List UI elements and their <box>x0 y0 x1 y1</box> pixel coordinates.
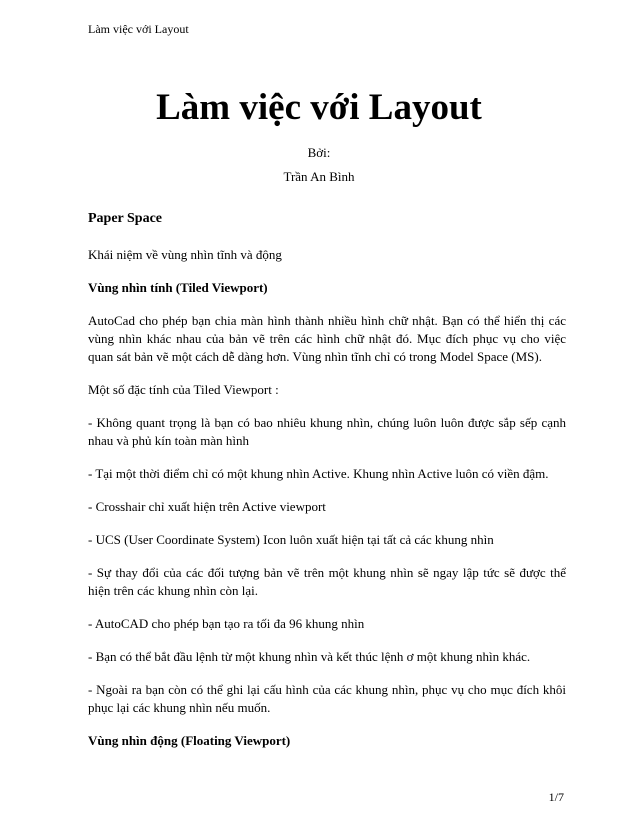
byline-author: Trần An Bình <box>283 169 355 184</box>
subsection-heading-floating: Vùng nhìn động (Floating Viewport) <box>88 733 291 748</box>
feature-item: - Tại một thời điểm chỉ có một khung nhìn Active. Khung nhìn Active luôn có viền đậm. <box>88 466 549 481</box>
feature-item: - AutoCAD cho phép bạn tạo ra tối đa 96 khung nhìn <box>88 616 365 631</box>
feature-item: - Ngoài ra bạn còn có thể ghi lại cấu hình của các khung nhìn, phục vụ cho mục đích khôi phục lại các khung nhìn nếu muốn. <box>88 682 566 715</box>
feature-item: - Sự thay đổi của các đối tượng bản vẽ trên một khung nhìn sẽ ngay lập tức sẽ được thể hiện trên các khung nhìn còn lại. <box>88 565 566 598</box>
feature-item: - Không quant trọng là bạn có bao nhiêu khung nhìn, chúng luôn luôn được sắp sếp cạnh nhau và phủ kín toàn màn hình <box>88 415 566 448</box>
feature-item: - UCS (User Coordinate System) Icon luôn xuất hiện tại tất cả các khung nhìn <box>88 532 494 547</box>
running-header: Làm việc với Layout <box>88 22 189 36</box>
page-title: Làm việc với Layout <box>156 87 482 128</box>
tiled-description-paragraph: AutoCad cho phép bạn chia màn hình thành nhiều hình chữ nhật. Bạn có thể hiển thị các vùng nhìn khác nhau của bản vẽ trên các hình chữ nhật đó. Mục đích phục vụ cho việc quan sát bản vẽ một cách dễ dàng hơn. Vùng nhìn tĩnh chỉ có trong Model Space (MS). <box>88 313 566 364</box>
features-intro: Một số đặc tính của Tiled Viewport : <box>88 382 279 397</box>
feature-item: - Bạn có thể bắt đầu lệnh từ một khung nhìn và kết thúc lệnh ơ một khung nhìn khác. <box>88 649 531 664</box>
feature-item: - Crosshair chỉ xuất hiện trên Active viewport <box>88 499 326 514</box>
page-number: 1/7 <box>548 790 564 804</box>
section-heading: Paper Space <box>88 211 163 226</box>
section-intro: Khái niệm về vùng nhìn tĩnh và động <box>88 247 282 262</box>
subsection-heading-tiled: Vùng nhìn tính (Tiled Viewport) <box>88 280 268 295</box>
byline-label: Bởi: <box>307 145 331 160</box>
document-body <box>88 210 566 765</box>
